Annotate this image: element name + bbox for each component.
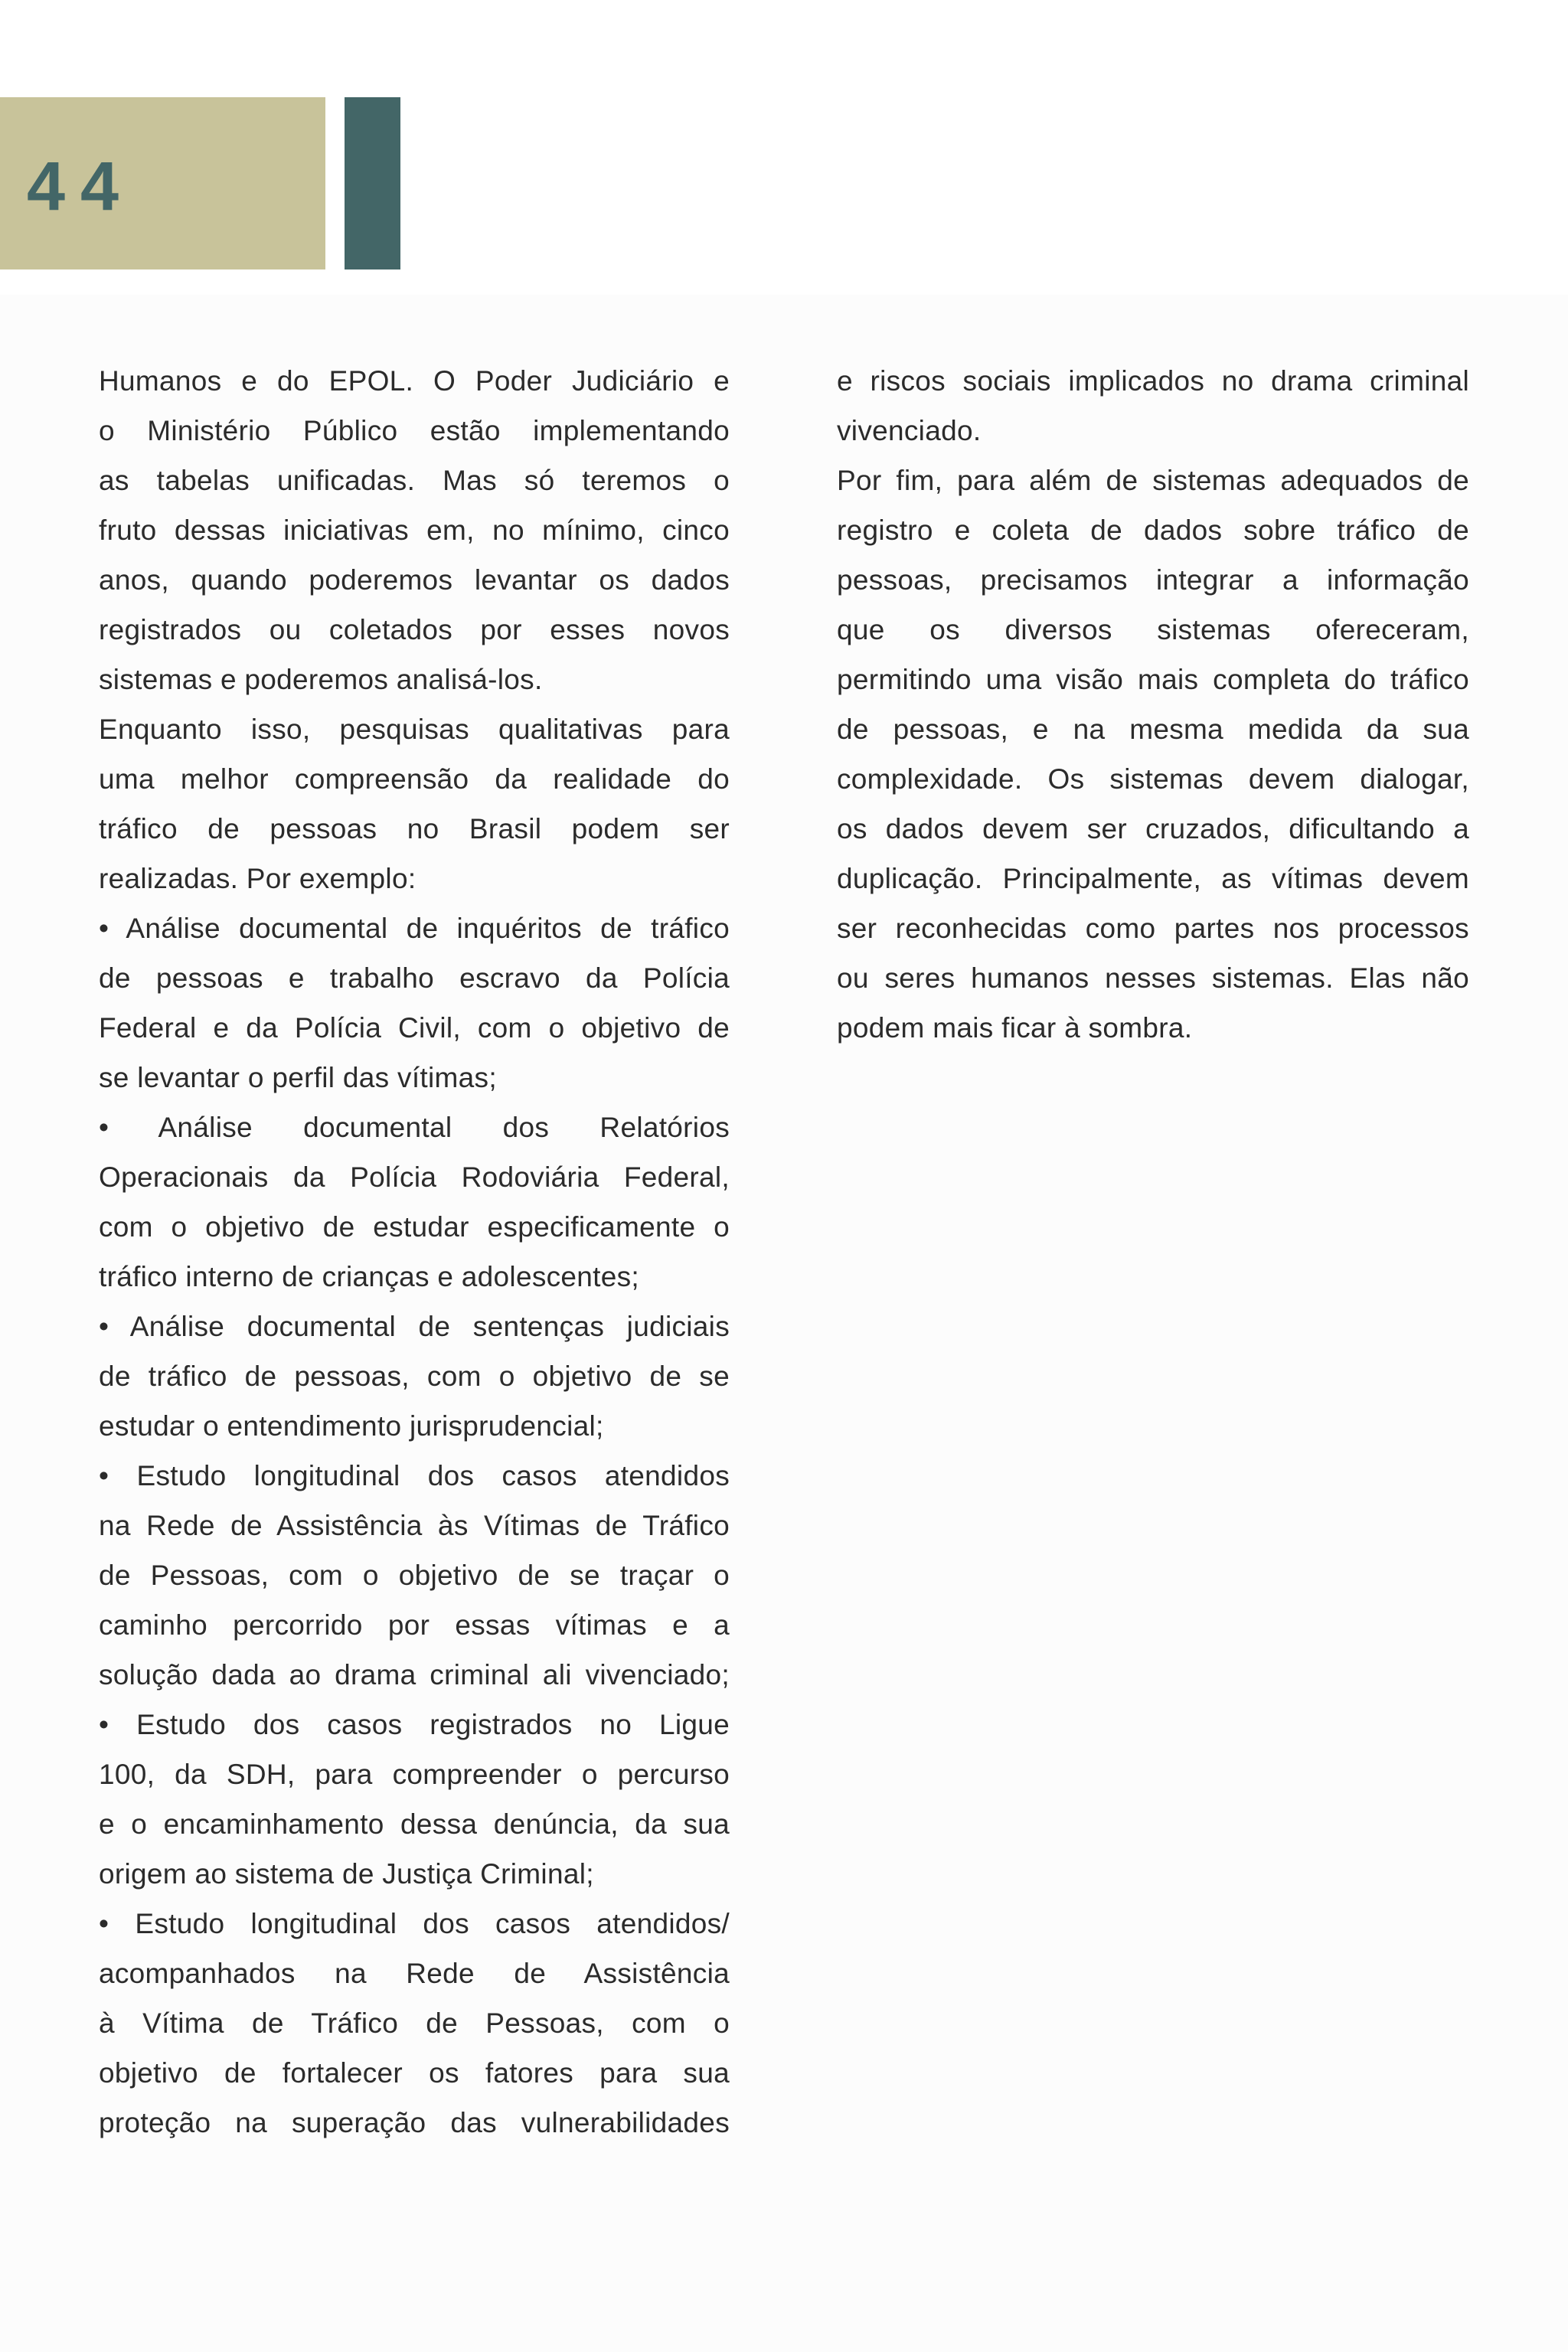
text-line: origem ao sistema de Justiça Criminal;: [99, 1858, 594, 1890]
text-line: de pessoas, e na mesma medida da sua: [837, 714, 1469, 745]
left-column: [99, 356, 730, 2148]
text-line: os dados devem ser cruzados, dificultando a: [837, 813, 1469, 844]
list-item: [99, 1700, 730, 1899]
text-line: • Estudo dos casos registrados no Ligue: [99, 1709, 730, 1740]
text-line: registrados ou coletados por esses novos: [99, 614, 730, 645]
text-line: 100, da SDH, para compreender o percurso: [99, 1759, 730, 1790]
list-item: [99, 1102, 730, 1302]
text-line: caminho percorrido por essas vítimas e a: [99, 1609, 730, 1641]
text-line: permitindo uma visão mais completa do tráfico: [837, 664, 1469, 695]
text-line: tráfico interno de crianças e adolescentes;: [99, 1261, 640, 1292]
paragraph: [837, 456, 1469, 1053]
text-line: duplicação. Principalmente, as vítimas devem: [837, 863, 1469, 894]
text-line: Por fim, para além de sistemas adequados de: [837, 465, 1469, 496]
text-line: solução dada ao drama criminal ali vivenciado;: [99, 1659, 730, 1690]
text-line: de tráfico de pessoas, com o objetivo de se: [99, 1361, 730, 1392]
text-line: complexidade. Os sistemas devem dialogar,: [837, 763, 1469, 795]
page-number: 44: [27, 148, 135, 225]
text-line: • Estudo longitudinal dos casos atendidos: [99, 1460, 730, 1491]
text-line: objetivo de fortalecer os fatores para sua: [99, 2057, 730, 2089]
text-line: o Ministério Público estão implementando: [99, 415, 730, 446]
text-line: • Análise documental de inquéritos de tráfico: [99, 913, 730, 944]
text-line: tráfico de pessoas no Brasil podem ser: [99, 813, 730, 844]
list-item: [99, 1899, 730, 2148]
list-item: [837, 356, 1469, 456]
text-line: proteção na superação das vulnerabilidades: [99, 2107, 730, 2138]
text-line: ou seres humanos nesses sistemas. Elas não: [837, 962, 1469, 994]
text-line: na Rede de Assistência às Vítimas de Tráfico: [99, 1510, 730, 1541]
text-line: • Análise documental dos Relatórios: [99, 1112, 730, 1143]
text-line: registro e coleta de dados sobre tráfico de: [837, 514, 1469, 546]
text-line: Federal e da Polícia Civil, com o objetivo de: [99, 1012, 730, 1044]
text-line: fruto dessas iniciativas em, no mínimo, cinco: [99, 514, 730, 546]
text-line: ser reconhecidas como partes nos processos: [837, 913, 1469, 944]
text-line: de pessoas e trabalho escravo da Polícia: [99, 962, 730, 994]
list-item: [99, 1302, 730, 1451]
text-line: • Análise documental de sentenças judiciais: [99, 1311, 730, 1342]
text-line: podem mais ficar à sombra.: [837, 1012, 1193, 1044]
text-line: de Pessoas, com o objetivo de se traçar o: [99, 1560, 730, 1591]
text-line: acompanhados na Rede de Assistência: [99, 1958, 730, 1989]
text-line: Enquanto isso, pesquisas qualitativas para: [99, 714, 730, 745]
text-line: vivenciado.: [837, 415, 982, 446]
text-line: e riscos sociais implicados no drama criminal: [837, 365, 1469, 397]
text-line: pessoas, precisamos integrar a informação: [837, 564, 1469, 596]
text-line: as tabelas unificadas. Mas só teremos o: [99, 465, 730, 496]
text-line: e o encaminhamento dessa denúncia, da sua: [99, 1808, 730, 1840]
list-item: [99, 1451, 730, 1700]
text-line: Operacionais da Polícia Rodoviária Federal,: [99, 1161, 730, 1193]
paragraph: [99, 704, 730, 903]
text-line: realizadas. Por exemplo:: [99, 863, 416, 894]
text-line: uma melhor compreensão da realidade do: [99, 763, 730, 795]
paragraph: [99, 356, 730, 704]
text-line: sistemas e poderemos analisá-los.: [99, 664, 543, 695]
text-line: à Vítima de Tráfico de Pessoas, com o: [99, 2007, 730, 2039]
list-item: [99, 903, 730, 1102]
text-line: se levantar o perfil das vítimas;: [99, 1062, 497, 1093]
accent-bar: [345, 97, 400, 270]
text-line: estudar o entendimento jurisprudencial;: [99, 1410, 604, 1442]
text-line: com o objetivo de estudar especificamente o: [99, 1211, 730, 1243]
right-column: [837, 356, 1469, 1053]
text-line: que os diversos sistemas ofereceram,: [837, 614, 1469, 645]
text-line: Humanos e do EPOL. O Poder Judiciário e: [99, 365, 730, 397]
text-line: anos, quando poderemos levantar os dados: [99, 564, 730, 596]
header-block: [0, 97, 325, 270]
text-line: • Estudo longitudinal dos casos atendidos/: [99, 1908, 730, 1939]
